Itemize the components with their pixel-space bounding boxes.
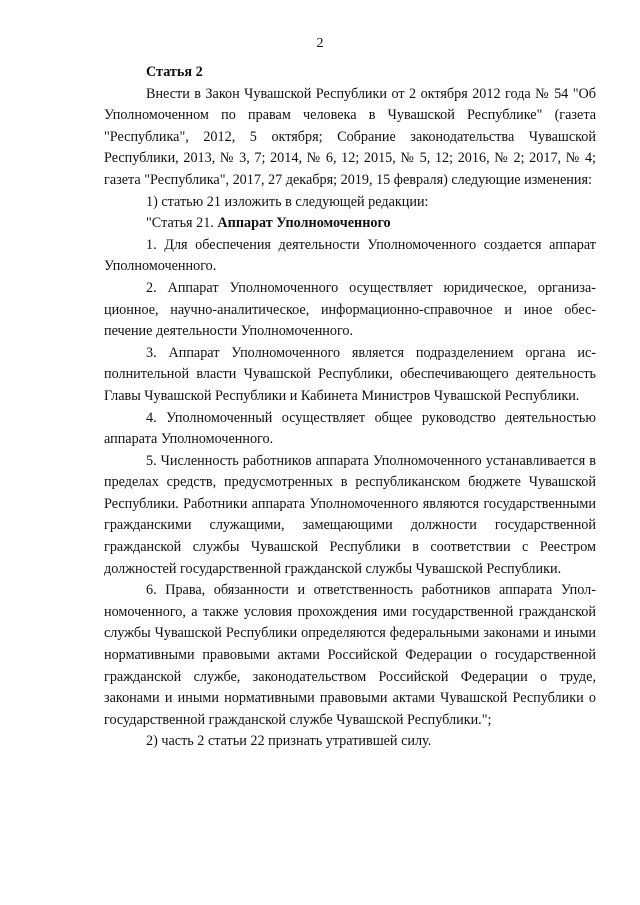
quoted-article-title: Аппарат Уполномоченного — [217, 215, 391, 232]
amendment-item-1: 1) статью 21 изложить в следующей редакции: — [146, 193, 429, 210]
page-number: 2 — [316, 36, 324, 51]
article-heading: Статья 2 — [146, 64, 203, 80]
quoted-paragraph-3: 3. Аппарат Уполномоченного является подразделением органа исполнительной власти Чувашской Республики, обеспечивающего деятельность Главы Чувашской Республики и Кабинета Министров Чувашской Республики. — [104, 344, 596, 404]
article-intro: Внести в Закон Чувашской Республики от 2 октября 2012 года № 54 "Об Уполномоченном по правам человека в Чувашской Республике" (газета "Республика", 2012, 5 октября; Собрание законодательства Чувашской Республики, 2013, № 3, 7; 2014, № 6, 12; 2015, № 5, 12; 2016, № 2; 2017, № 4; газета "Республика", 2017, 27 декабря; 2019, 15 февраля) следующие изменения: — [104, 85, 596, 188]
quoted-paragraph-2: 2. Аппарат Уполномоченного осуществляет юридическое, организационное, научно-аналитическое, информационно-справочное и иное обеспечение деятельности Уполномоченного. — [104, 279, 596, 340]
quoted-paragraph-4: 4. Уполномоченный осуществляет общее руководство деятельностью аппарата Уполномоченного. — [104, 409, 596, 448]
quoted-article-heading — [104, 213, 596, 235]
quoted-paragraph-1: 1. Для обеспечения деятельности Уполномоченного создается аппарат Уполномоченного. — [104, 236, 596, 275]
quoted-article-number: "Статья 21. — [146, 215, 214, 232]
document-body — [104, 62, 596, 753]
quoted-paragraph-5: 5. Численность работников аппарата Уполномоченного устанавливается в пределах средств, предусмотренных в республиканском бюджете Чувашской Республики. Работники аппарата Уполномоченного являются государственными гражданскими служащими, замещающими должности государственной гражданской службы Чувашской Республики в соответствии с Реестром должностей государственной гражданской службы Чувашской Республики. — [104, 452, 596, 577]
amendment-item-2: 2) часть 2 статьи 22 признать утратившей силу. — [146, 733, 432, 750]
quoted-paragraph-6: 6. Права, обязанности и ответственность работников аппарата Уполномоченного, а также условия прохождения ими государственной гражданской службы Чувашской Республики определяются федеральными законами и иными нормативными правовыми актами Российской Федерации о государственной гражданской службе, законодательством Российской Федерации о труде, законами и иными нормативными правовыми актами Чувашской Республики о государственной гражданской службе Чувашской Республики."; — [104, 582, 596, 728]
